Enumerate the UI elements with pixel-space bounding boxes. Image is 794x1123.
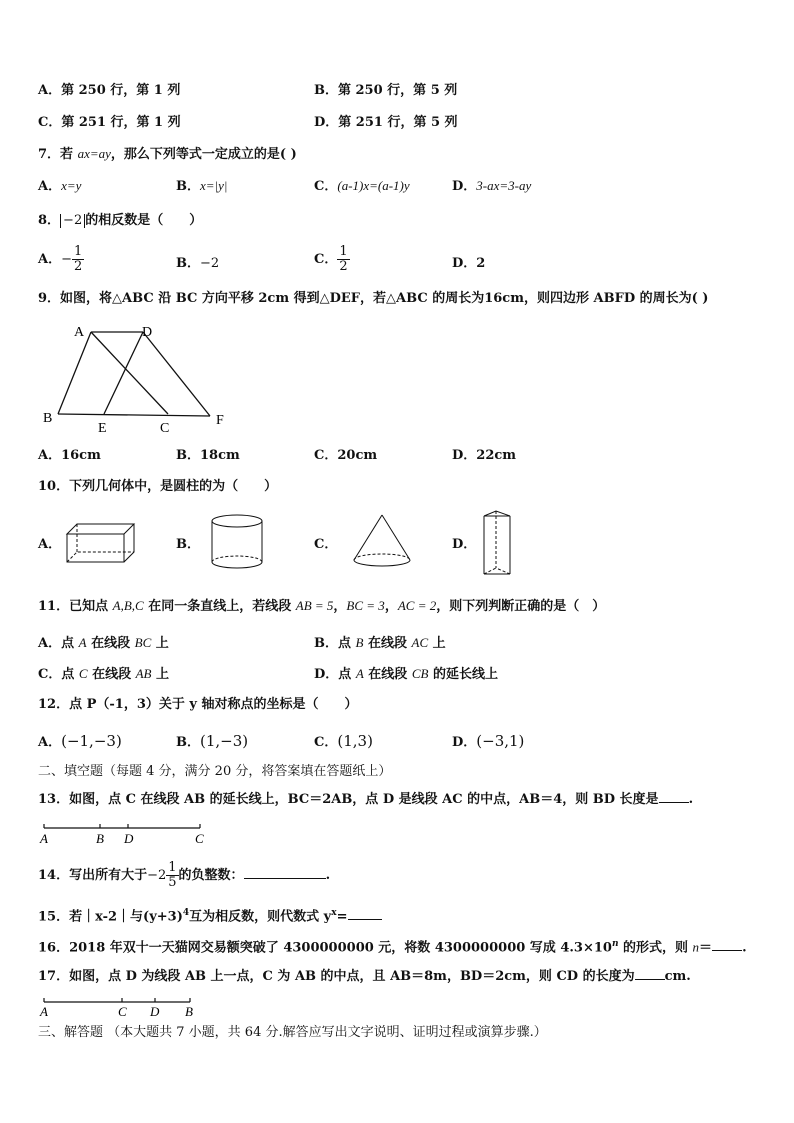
q15-answer-blank[interactable] [348, 907, 382, 920]
q10-option-d: D． [452, 537, 477, 552]
q10-option-a: A． [38, 537, 62, 552]
q6-option-b: B．第 250 行，第 5 列 [314, 83, 458, 98]
q15-stem: 15．若｜x-2｜与$(y+3)^4$互为相反数，则代数式 $y^x=$ [38, 904, 382, 926]
q8-stem: 8． −2 的相反数是（ ） [38, 213, 203, 228]
q7-option-d: D．3-ax=3-ay [452, 178, 532, 194]
q9-translation-figure [38, 318, 238, 440]
q16-answer-blank[interactable] [712, 938, 742, 951]
q11-option-b: B．点 B 在线段 AC 上 [314, 635, 446, 651]
q9-label-b: B [43, 411, 53, 426]
q7-option-c: C．(a-1)x=(a-1)y [314, 178, 410, 194]
triangular-prism-icon [478, 508, 518, 580]
q9-option-a: A．16cm [38, 448, 101, 463]
q16-stem: 16．2018 年双十一天猫网交易额突破了 4300000000 元，将数 4300000000 写成 $4.3\times 10^n$ 的形式，则 n＝ . [38, 939, 747, 956]
q13-answer-blank[interactable] [659, 790, 689, 803]
q7-stem [38, 145, 297, 164]
q7-option-a: A．x=y [38, 178, 82, 194]
q7-stem-prefix: 7．若 [38, 147, 78, 162]
q8-option-d: D．2 [452, 256, 486, 271]
q9-label-f: F [216, 413, 224, 428]
q7-option-b: B．x=|y| [176, 178, 228, 194]
q12-stem: 12．点 P（-1，3）关于 y 轴对称点的坐标是（ ） [38, 697, 358, 712]
q13-segment-figure [38, 820, 218, 848]
cylinder-icon [208, 512, 268, 572]
q8-option-c: C． $\frac{1}{2}$ [314, 244, 348, 274]
q8-option-a: A．− $\frac{1}{2}$ [38, 244, 83, 274]
cone-icon [350, 512, 414, 572]
q9-stem: 9．如图，将△ABC 沿 BC 方向平移 2cm 得到△DEF，若△ABC 的周长为16cm，则四边形 ABFD 的周长为( ) [38, 291, 709, 306]
q10-stem: 10．下列几何体中，是圆柱的为（ ） [38, 479, 278, 494]
q17-answer-blank[interactable] [635, 967, 665, 980]
q12-option-b: B．(1,−3) [176, 732, 249, 750]
q9-option-d: D．22cm [452, 448, 517, 463]
q13-label-b: B [96, 831, 104, 846]
q6-option-c: C．第 251 行，第 1 列 [38, 115, 181, 130]
q17-label-a: A [40, 1004, 48, 1019]
q17-stem: 17．如图，点 D 为线段 AB 上一点，C 为 AB 的中点，且 AB＝8m，BD＝2cm，则 CD 的长度为 cm. [38, 969, 691, 984]
q11-option-a: A．点 A 在线段 BC 上 [38, 635, 169, 651]
q17-label-b: B [185, 1004, 193, 1019]
q11-option-d: D．点 A 在线段 CB 的延长线上 [314, 666, 498, 682]
q7-stem-var: ax=ay [77, 146, 111, 161]
q11-option-c: C．点 C 在线段 AB 上 [38, 666, 170, 682]
q9-option-b: B．18cm [176, 448, 240, 463]
q6-option-a: A．第 250 行，第 1 列 [38, 83, 181, 98]
q9-label-a: A [74, 325, 85, 340]
q12-option-a: A．(−1,−3) [38, 732, 122, 750]
q17-segment-figure [38, 994, 208, 1020]
q8-abs-value: −2 [60, 214, 85, 228]
q14-answer-blank[interactable] [244, 866, 326, 879]
cuboid-icon [64, 520, 138, 568]
q13-label-c: C [195, 831, 204, 846]
q6-option-d: D．第 251 行，第 5 列 [314, 115, 458, 130]
q9-option-c: C．20cm [314, 448, 378, 463]
q9-label-e: E [98, 421, 107, 436]
q11-stem: 11．已知点 A,B,C 在同一条直线上，若线段 AB = 5，BC = 3，AC = 2，则下列判断正确的是（ ） [38, 598, 606, 614]
q13-stem: 13．如图，点 C 在线段 AB 的延长线上，BC＝2AB，点 D 是线段 AC 的中点，AB＝4，则 BD 长度是 . [38, 792, 694, 807]
q7-stem-suffix: ，那么下列等式一定成立的是( ) [110, 147, 297, 162]
q8-option-b: B．−2 [176, 256, 220, 271]
q10-option-b: B． [176, 537, 200, 552]
q12-option-c: C．(1,3) [314, 732, 373, 750]
section-2-heading: 二、填空题（每题 4 分，满分 20 分，将答案填在答题纸上） [38, 764, 392, 779]
section-3-heading: 三、解答题 （本大题共 7 小题，共 64 分.解答应写出文字说明、证明过程或演算步骤.） [38, 1025, 547, 1040]
q17-label-d: D [150, 1004, 160, 1019]
q10-option-c: C． [314, 537, 338, 552]
q13-label-a: A [40, 831, 48, 846]
q9-label-c: C [160, 421, 170, 436]
q12-option-d: D．(−3,1) [452, 732, 525, 750]
q14-stem: 14．写出所有大于−2 $\frac{1}{5}$ 的负整数： . [38, 860, 331, 890]
q13-label-d: D [124, 831, 134, 846]
q9-label-d: D [142, 325, 153, 340]
q17-label-c: C [118, 1004, 127, 1019]
